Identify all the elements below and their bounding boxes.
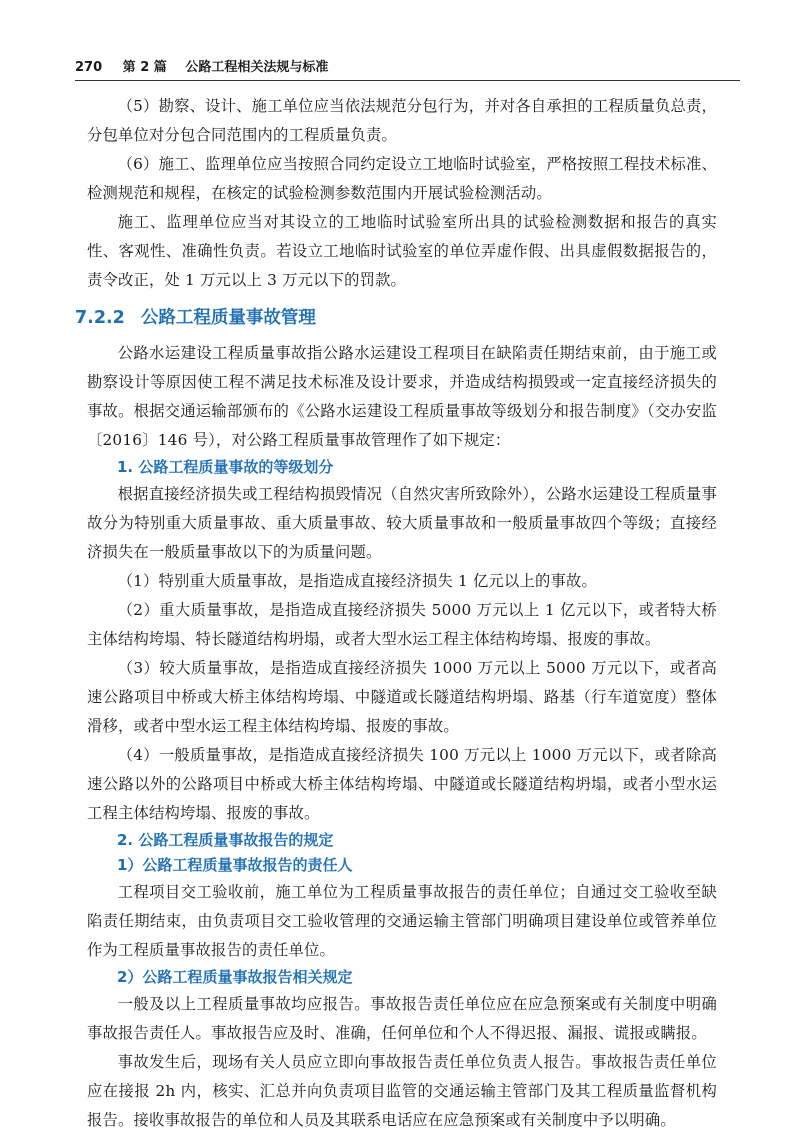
subheading-responsible-party: 1）公路工程质量事故报告的责任人	[117, 856, 353, 874]
section-title: 公路工程质量事故管理	[140, 308, 316, 328]
part-title: 公路工程相关法规与标准	[185, 60, 329, 75]
section-intro: 公路水运建设工程质量事故指公路水运建设工程项目在缺陷责任期结束前，由于施工或勘察设计等原因使工程不满足技术标准及设计要求，并造成结构损毁或一定直接经济损失的事故。根据交通运输部颁布的《公路水运建设工程质量事故等级划分和报告制度》（交办安监〔2016〕146 号），对公路工程质量事故管理作了如下规定：	[87, 344, 717, 449]
paragraph-6: （6）施工、监理单位应当按照合同约定设立工地临时试验室，严格按照工程技术标准、检测规范和规程，在核定的试验检测参数范围内开展试验检测活动。	[87, 155, 717, 202]
section-heading	[75, 301, 717, 335]
subheading-accident-levels: 1. 公路工程质量事故的等级划分	[117, 458, 334, 476]
part-label: 第 2 篇	[122, 60, 167, 75]
paragraph-responsible-party: 工程项目交工验收前，施工单位为工程质量事故报告的责任单位；自通过交工验收至缺陷责任期结束，由负责项目交工验收管理的交通运输主管部门明确项目建设单位或管养单位作为工程质量事故报告的责任单位。	[87, 883, 717, 959]
header-divider	[75, 80, 740, 81]
page-body	[75, 92, 717, 1135]
paragraph-level-1: （1）特别重大质量事故，是指造成直接经济损失 1 亿元以上的事故。	[117, 572, 597, 590]
paragraph-reporting-1: 一般及以上工程质量事故均应报告。事故报告责任单位应在应急预案或有关制度中明确事故报告责任人。事故报告应及时、准确，任何单位和个人不得迟报、漏报、谎报或瞒报。	[87, 995, 717, 1042]
paragraph-lab-responsibility: 施工、监理单位应当对其设立的工地临时试验室所出具的试验检测数据和报告的真实性、客观性、准确性负责。若设立工地临时试验室的单位弄虚作假、出具虚假数据报告的，责令改正，处 1 万元以上 3 万元以下的罚款。	[87, 213, 717, 289]
paragraph-5: （5）勘察、设计、施工单位应当依法规范分包行为，并对各自承担的工程质量负总责，分包单位对分包合同范围内的工程质量负责。	[87, 97, 717, 144]
subheading-reporting-provisions: 2）公路工程质量事故报告相关规定	[117, 968, 353, 986]
paragraph-level-4: （4）一般质量事故，是指造成直接经济损失 100 万元以上 1000 万元以下，或者除高速公路以外的公路项目中桥或大桥主体结构垮塌、中隧道或长隧道结构坍塌，或者小型水运工程主体结构垮塌、报废的事故。	[87, 746, 717, 822]
page-header	[75, 56, 725, 78]
paragraph-levels-overview: 根据直接经济损失或工程结构损毁情况（自然灾害所致除外），公路水运建设工程质量事故分为特别重大质量事故、重大质量事故、较大质量事故和一般质量事故四个等级；直接经济损失在一般质量事故以下的为质量问题。	[87, 485, 717, 561]
paragraph-level-2: （2）重大质量事故，是指造成直接经济损失 5000 万元以上 1 亿元以下，或者特大桥主体结构垮塌、特长隧道结构坍塌，或者大型水运工程主体结构垮塌、报废的事故。	[87, 601, 717, 648]
paragraph-reporting-2: 事故发生后，现场有关人员应立即向事故报告责任单位负责人报告。事故报告责任单位应在接报 2h 内，核实、汇总并向负责项目监管的交通运输主管部门及其工程质量监督机构报告。接收事故报告的单位和人员及其联系电话应在应急预案或有关制度中予以明确。	[87, 1053, 717, 1129]
section-number: 7.2.2	[75, 308, 125, 328]
paragraph-level-3: （3）较大质量事故，是指造成直接经济损失 1000 万元以上 5000 万元以下，或者高速公路项目中桥或大桥主体结构垮塌、中隧道或长隧道结构坍塌、路基（行车道宽度）整体滑移，或者中型水运工程主体结构垮塌、报废的事故。	[87, 659, 717, 735]
subheading-reporting-rules: 2. 公路工程质量事故报告的规定	[117, 831, 334, 849]
page-number: 270	[75, 60, 103, 75]
